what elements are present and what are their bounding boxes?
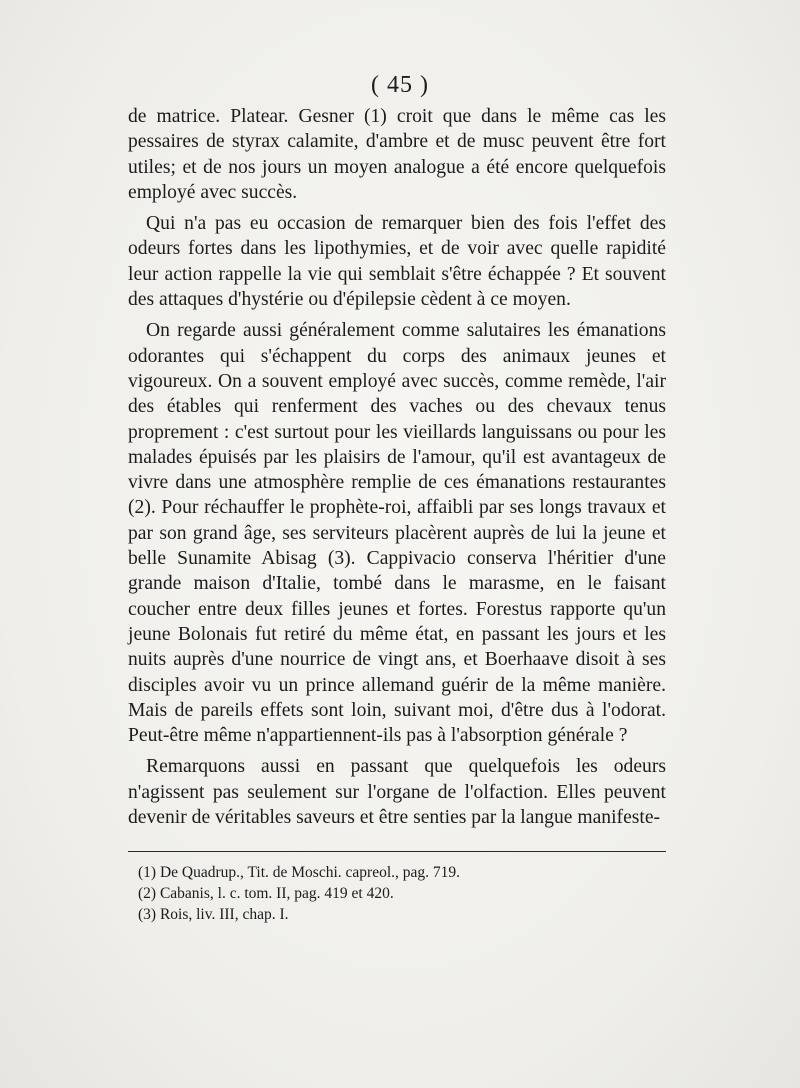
- paragraph: On regarde aussi généralement comme salutaires les émanations odorantes qui s'échappent du corps des animaux jeunes et vigoureux. On a souvent employé avec succès, comme remède, l'air des étables qui renferment des vaches ou des chevaux tenus proprement : c'est surtout pour les vieillards languissans ou pour les malades épuisés par les plaisirs de l'amour, qu'il est avantageux de vivre dans une atmosphère remplie de ces émanations restaurantes (2). Pour réchauffer le prophète-roi, affaibli par ses longs travaux et par son grand âge, ses serviteurs placèrent auprès de lui la jeune et belle Sunamite Abisag (3). Cappivacio conserva l'héritier d'une grande maison d'Italie, tombé dans le marasme, en le faisant coucher entre deux filles jeunes et fortes. Forestus rapporte qu'un jeune Bolonais fut retiré du même état, en passant les jours et les nuits auprès d'une nourrice de vingt ans, et Boerhaave disoit à ses disciples avoir vu un prince allemand guérir de la même manière. Mais de pareils effets sont loin, suivant moi, d'être dus à l'odorat. Peut-être même n'appartiennent-ils pas à l'absorption générale ?: [128, 320, 666, 747]
- paragraph: Qui n'a pas eu occasion de remarquer bien des fois l'effet des odeurs fortes dans les lipothymies, et de voir avec quelle rapidité leur action rappelle la vie qui semblait s'être échappée ? Et souvent des attaques d'hystérie ou d'épilepsie cèdent à ce moyen.: [128, 213, 666, 311]
- footnote-divider: [128, 851, 666, 852]
- paragraph: Remarquons aussi en passant que quelquefois les odeurs n'agissent pas seulement sur l'organe de l'olfaction. Elles peuvent devenir de véritables saveurs et être senties par la langue manifeste-: [128, 756, 666, 829]
- footnotes: [138, 862, 658, 925]
- footnote: (3) Rois, liv. III, chap. I.: [138, 906, 289, 923]
- body-text: [128, 104, 666, 830]
- footnote: (1) De Quadrup., Tit. de Moschi. capreol., pag. 719.: [138, 864, 461, 881]
- page-number: ( 45 ): [371, 72, 429, 98]
- paragraph: de matrice. Platear. Gesner (1) croit que dans le même cas les pessaires de styrax calamite, d'ambre et de musc peuvent être fort utiles; et de nos jours un moyen analogue a été encore quelquefois employé avec succès.: [128, 106, 666, 203]
- footnote: (2) Cabanis, l. c. tom. II, pag. 419 et 420.: [138, 885, 394, 902]
